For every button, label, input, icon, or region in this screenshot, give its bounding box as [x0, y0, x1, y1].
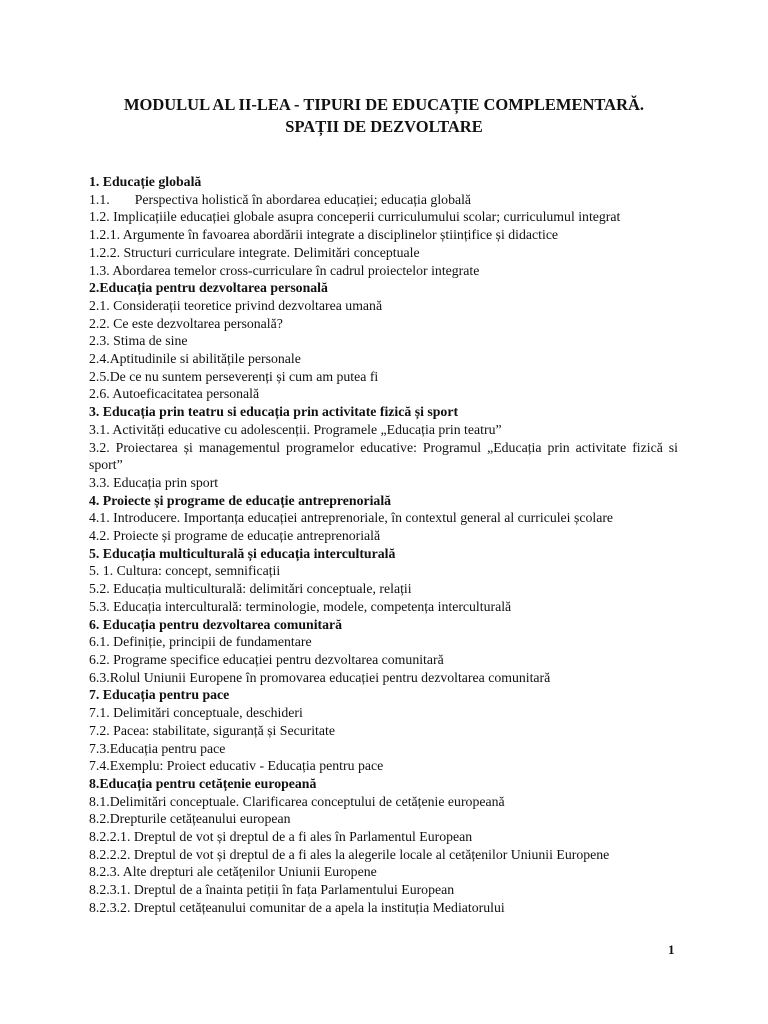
section-heading: 3. Educația prin teatru si educația prin activitate fizică și sport: [89, 404, 459, 420]
toc-entry: 8.2.Drepturile cetățeanului european: [89, 811, 291, 827]
table-of-contents: [89, 173, 678, 917]
toc-entry: 6.3.Rolul Uniunii Europene în promovarea educației pentru dezvoltarea comunitară: [89, 669, 551, 685]
toc-entry: 5.2. Educația multiculturală: delimitări conceptuale, relații: [89, 581, 412, 597]
toc-entry: 8.1.Delimitări conceptuale. Clarificarea conceptului de cetățenie europeană: [89, 793, 505, 809]
toc-entry: 8.2.2.1. Dreptul de vot și dreptul de a fi ales în Parlamentul European: [89, 829, 473, 845]
toc-entry: 5. 1. Cultura: concept, semnificații: [89, 563, 281, 579]
section-heading: 6. Educația pentru dezvoltarea comunitară: [89, 616, 343, 632]
section-heading: 7. Educația pentru pace: [89, 687, 230, 703]
toc-entry: 2.3. Stima de sine: [89, 333, 188, 349]
toc-entry-text: Perspectiva holistică în abordarea educației; educația globală: [134, 191, 472, 207]
toc-entry: 2.6. Autoeficacitatea personală: [89, 386, 260, 402]
toc-entry: 7.1. Delimitări conceptuale, deschideri: [89, 705, 303, 721]
toc-entry: 3.3. Educația prin sport: [89, 474, 219, 490]
toc-entry: 8.2.3. Alte drepturi ale cetățenilor Uniunii Europene: [89, 864, 377, 880]
toc-entry: 3.1. Activități educative cu adolescenții. Programele „Educația prin teatru”: [89, 421, 502, 437]
toc-entry: 4.2. Proiecte și programe de educație antreprenorială: [89, 528, 381, 544]
section-heading: 8.Educația pentru cetățenie europeană: [89, 775, 317, 791]
toc-entry-number: 1.1.: [89, 191, 110, 207]
toc-entry: 8.2.3.2. Dreptul cetățeanului comunitar de a apela la instituția Mediatorului: [89, 899, 505, 915]
title-line-2: SPAȚII DE DEZVOLTARE: [285, 117, 483, 136]
toc-entry: 2.1. Considerații teoretice privind dezvoltarea umană: [89, 297, 383, 313]
toc-entry: 3.2. Proiectarea și managementul programelor educative: Programul „Educația prin activitate fizică si sport”: [89, 439, 678, 473]
toc-entry: 2.4.Aptitudinile si abilitățile personale: [89, 351, 301, 367]
document-title: [40, 94, 728, 138]
section-heading: 4. Proiecte și programe de educație antreprenorială: [89, 492, 392, 508]
toc-entry: 7.2. Pacea: stabilitate, siguranță și Securitate: [89, 722, 335, 738]
section-heading: 1. Educație globală: [89, 174, 202, 189]
title-line-1: MODULUL AL II-LEA - TIPURI DE EDUCAȚIE COMPLEMENTARĂ.: [123, 95, 645, 114]
section-heading: 2.Educația pentru dezvoltarea personală: [89, 280, 328, 296]
toc-entry: 6.2. Programe specifice educației pentru dezvoltarea comunitară: [89, 651, 444, 667]
toc-entry: [89, 191, 678, 209]
toc-entry: 1.2. Implicațiile educației globale asupra conceperii curriculumului scolar; curriculumul integrat: [89, 209, 621, 225]
toc-entry: 1.2.1. Argumente în favoarea abordării integrate a disciplinelor științifice și didactice: [89, 227, 559, 243]
toc-entry: 2.2. Ce este dezvoltarea personală?: [89, 315, 283, 331]
toc-entry: 7.3.Educația pentru pace: [89, 740, 226, 756]
section-heading: 5. Educația multiculturală și educația interculturală: [89, 545, 396, 561]
toc-entry: 6.1. Definiție, principii de fundamentare: [89, 634, 312, 650]
toc-entry: 1.2.2. Structuri curriculare integrate. Delimitări conceptuale: [89, 244, 420, 260]
toc-entry: 1.3. Abordarea temelor cross-curriculare în cadrul proiectelor integrate: [89, 262, 480, 278]
toc-entry: 5.3. Educația interculturală: terminologie, modele, competența interculturală: [89, 598, 512, 614]
page-number: 1: [668, 942, 675, 957]
toc-entry: 4.1. Introducere. Importanța educației antreprenoriale, în contextul general al curriculei școlare: [89, 510, 614, 526]
toc-entry: 2.5.De ce nu suntem perseverenți și cum am putea fi: [89, 368, 379, 384]
toc-entry: 7.4.Exemplu: Proiect educativ - Educația pentru pace: [89, 758, 384, 774]
toc-entry: 8.2.3.1. Dreptul de a înainta petiții în fața Parlamentului European: [89, 882, 455, 898]
toc-entry: 8.2.2.2. Dreptul de vot și dreptul de a fi ales la alegerile locale al cetățenilor Uniunii Europene: [89, 846, 610, 862]
